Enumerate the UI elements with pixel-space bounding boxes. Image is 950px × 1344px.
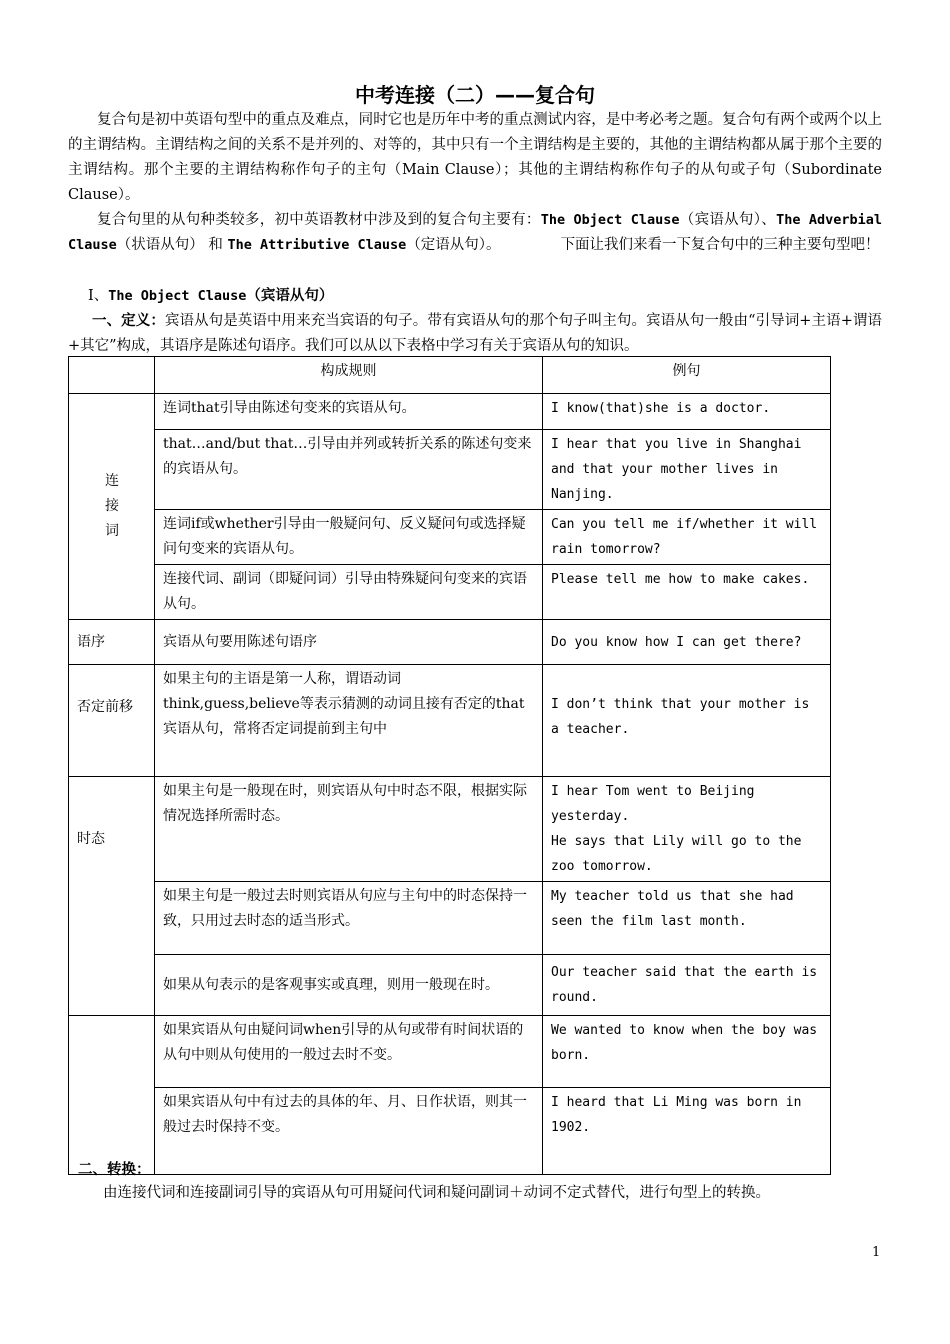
- intro-text: （状语从句） 和: [116, 237, 228, 253]
- rule-cell: 如果从句表示的是客观事实或真理，则用一般现在时。: [155, 955, 543, 1016]
- section-1-title: The Object Clause: [108, 288, 247, 304]
- rule-cell: 连词that引导由陈述句变来的宾语从句。: [155, 394, 543, 430]
- page-title: 中考连接（二）——复合句: [355, 83, 595, 107]
- example-cell: My teacher told us that she had seen the film last month.: [543, 882, 831, 955]
- section-1-number: Ⅰ、: [88, 288, 109, 304]
- table-row: [69, 430, 831, 510]
- table-row: [69, 955, 831, 1016]
- example-line: He says that Lily will go to the zoo tomorrow.: [551, 834, 802, 874]
- category-negation-transfer: 否定前移: [69, 665, 155, 777]
- rule-cell: 宾语从句要用陈述句语序: [155, 620, 543, 665]
- page-number: 1: [872, 1245, 881, 1260]
- example-cell: Our teacher said that the earth is round.: [543, 955, 831, 1016]
- table-row: [69, 665, 831, 777]
- definition-label: 一、定义：: [92, 312, 165, 329]
- rule-cell: 如果主句的主语是第一人称，谓语动词think,guess,believe等表示猜测的动词且接有否定的that宾语从句，常将否定词提前到主句中: [155, 665, 543, 777]
- rule-cell: 连接代词、副词（即疑问词）引导由特殊疑问句变来的宾语从句。: [155, 565, 543, 620]
- category-word-order: 语序: [69, 620, 155, 665]
- example-cell: I heard that Li Ming was born in 1902.: [543, 1088, 831, 1175]
- intro-text: 下面让我们来看一下复合句中的三种主要句型吧！: [560, 237, 880, 253]
- table-header-empty: [69, 357, 155, 394]
- term-adverbial-clause: The Adverbial Clause: [68, 212, 883, 253]
- example-cell: Do you know how I can get there?: [543, 620, 831, 665]
- section-2-heading: 二、转换：: [78, 1161, 151, 1178]
- term-attributive-clause: The Attributive Clause: [227, 237, 407, 253]
- table-header-row: [69, 357, 831, 394]
- category-conjunction: 连 接 词: [69, 394, 155, 620]
- section-1-heading: [88, 283, 333, 309]
- table-row: [69, 1088, 831, 1175]
- intro-text: 复合句里的从句种类较多，初中英语教材中涉及到的复合句主要有：: [97, 212, 541, 228]
- rule-cell: that…and/but that…引导由并列或转折关系的陈述句变来的宾语从句。: [155, 430, 543, 510]
- definition-paragraph: [68, 308, 882, 359]
- table-row: [69, 394, 831, 430]
- category-tense: 时态: [69, 777, 155, 1016]
- table-row: [69, 1016, 831, 1088]
- table-row: [69, 777, 831, 882]
- rule-cell: 如果宾语从句中有过去的具体的年、月、日作状语，则其一般过去时保持不变。: [155, 1088, 543, 1175]
- conversion-text: 由连接代词和连接副词引导的宾语从句可用疑问代词和疑问副词＋动词不定式替代，进行句型上的转换。: [103, 1185, 770, 1201]
- term-object-clause: The Object Clause: [540, 212, 680, 228]
- rule-cell: 如果主句是一般过去时则宾语从句应与主句中的时态保持一致，只用过去时态的适当形式。: [155, 882, 543, 955]
- intro-text: （定语从句）。: [406, 237, 501, 253]
- example-cell: I know(that)she is a doctor.: [543, 394, 831, 430]
- example-cell: Can you tell me if/whether it will rain tomorrow?: [543, 510, 831, 565]
- example-cell: I hear that you live in Shanghai and that your mother lives in Nanjing.: [543, 430, 831, 510]
- rule-cell: 如果主句是一般现在时，则宾语从句中时态不限，根据实际情况选择所需时态。: [155, 777, 543, 882]
- intro-paragraph-2: [68, 208, 882, 258]
- category-empty: [69, 1016, 155, 1175]
- table-row: [69, 565, 831, 620]
- table-header-rule: 构成规则: [155, 357, 543, 394]
- table-header-example: 例句: [543, 357, 831, 394]
- example-cell: Please tell me how to make cakes.: [543, 565, 831, 620]
- example-cell: We wanted to know when the boy was born.: [543, 1016, 831, 1088]
- example-line: I hear Tom went to Beijing yesterday.: [551, 784, 755, 824]
- intro-text: （宾语从句）、: [679, 212, 777, 228]
- table-row: [69, 882, 831, 955]
- section-1-title-cn: （宾语从句）: [246, 287, 334, 304]
- example-cell: [543, 777, 831, 882]
- definition-text: 宾语从句是英语中用来充当宾语的句子。带有宾语从句的那个句子叫主句。宾语从句一般由“引导词+主语+谓语+其它”构成，其语序是陈述句语序。我们可以从以下表格中学习有关于宾语从句的知识。: [68, 313, 882, 354]
- example-cell: I don’t think that your mother is a teacher.: [543, 665, 831, 777]
- rule-cell: 连词if或whether引导由一般疑问句、反义疑问句或选择疑问句变来的宾语从句。: [155, 510, 543, 565]
- table-row: [69, 620, 831, 665]
- table-row: [69, 510, 831, 565]
- rule-cell: 如果宾语从句由疑问词when引导的从句或带有时间状语的从句中则从句使用的一般过去时不变。: [155, 1016, 543, 1088]
- intro-paragraph-1: 复合句是初中英语句型中的重点及难点，同时它也是历年中考的重点测试内容，是中考必考之题。复合句有两个或两个以上的主谓结构。主谓结构之间的关系不是并列的、对等的，其中只有一个主谓结构是主要的，其他的主谓结构都从属于那个主要的主谓结构。那个主要的主谓结构称作句子的主句（Main Clause）；其他的主谓结构称作句子的从句或子句（Subordinate Clause）。: [68, 112, 882, 203]
- object-clause-table: [68, 356, 831, 1175]
